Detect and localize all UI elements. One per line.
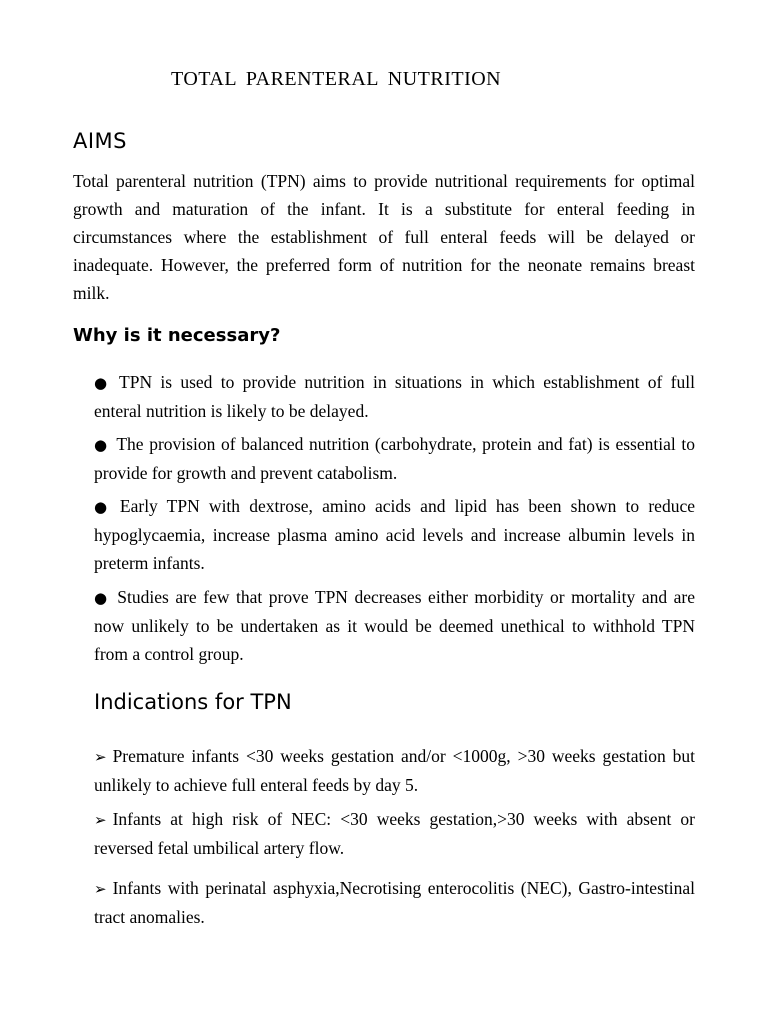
bullet-icon: ● (94, 589, 110, 607)
why-bullet-text: TPN is used to provide nutrition in situations in which establishment of full enteral nutrition is likely to be delayed. (94, 372, 695, 421)
document-title: TOTAL PARENTERAL NUTRITION (171, 68, 502, 90)
why-bullet-text: The provision of balanced nutrition (carbohydrate, protein and fat) is essential to provide for growth and prevent catabolism. (94, 434, 695, 483)
indication-item (94, 805, 695, 862)
indication-text: Infants with perinatal asphyxia,Necrotising enterocolitis (NEC), Gastro-intestinal tract anomalies. (94, 878, 695, 927)
indication-text: Premature infants <30 weeks gestation and/or <1000g, >30 weeks gestation but unlikely to achieve full enteral feeds by day 5. (94, 746, 695, 795)
why-bullet-item (94, 492, 695, 577)
aims-heading: AIMS (73, 129, 128, 153)
bullet-icon: ● (94, 374, 112, 392)
arrow-bullet-icon: ➢ (94, 880, 107, 898)
arrow-bullet-icon: ➢ (94, 811, 107, 829)
indication-text: Infants at high risk of NEC: <30 weeks gestation,>30 weeks with absent or reversed fetal umbilical artery flow. (94, 809, 695, 858)
indication-item (94, 742, 695, 799)
why-bullet-text: Studies are few that prove TPN decreases either morbidity or mortality and are now unlikely to be undertaken as it would be deemed unethical to withhold TPN from a control group. (94, 587, 695, 664)
why-bullet-item (94, 583, 695, 668)
why-bullet-item (94, 430, 695, 487)
why-bullet-text: Early TPN with dextrose, amino acids and lipid has been shown to reduce hypoglycaemia, increase plasma amino acid levels and increase albumin levels in preterm infants. (94, 496, 695, 573)
indication-item (94, 874, 695, 931)
why-necessary-heading: Why is it necessary? (73, 325, 281, 346)
bullet-icon: ● (94, 436, 109, 454)
bullet-icon: ● (94, 498, 112, 516)
indications-heading: Indications for TPN (94, 690, 292, 714)
aims-paragraph: Total parenteral nutrition (TPN) aims to provide nutritional requirements for optimal growth and maturation of the infant. It is a substitute for enteral feeding in circumstances where the establishment of full enteral feeds will be delayed or inadequate. However, the preferred form of nutrition for the neonate remains breast milk. (73, 171, 695, 303)
arrow-bullet-icon: ➢ (94, 748, 107, 766)
why-bullet-item (94, 368, 695, 425)
